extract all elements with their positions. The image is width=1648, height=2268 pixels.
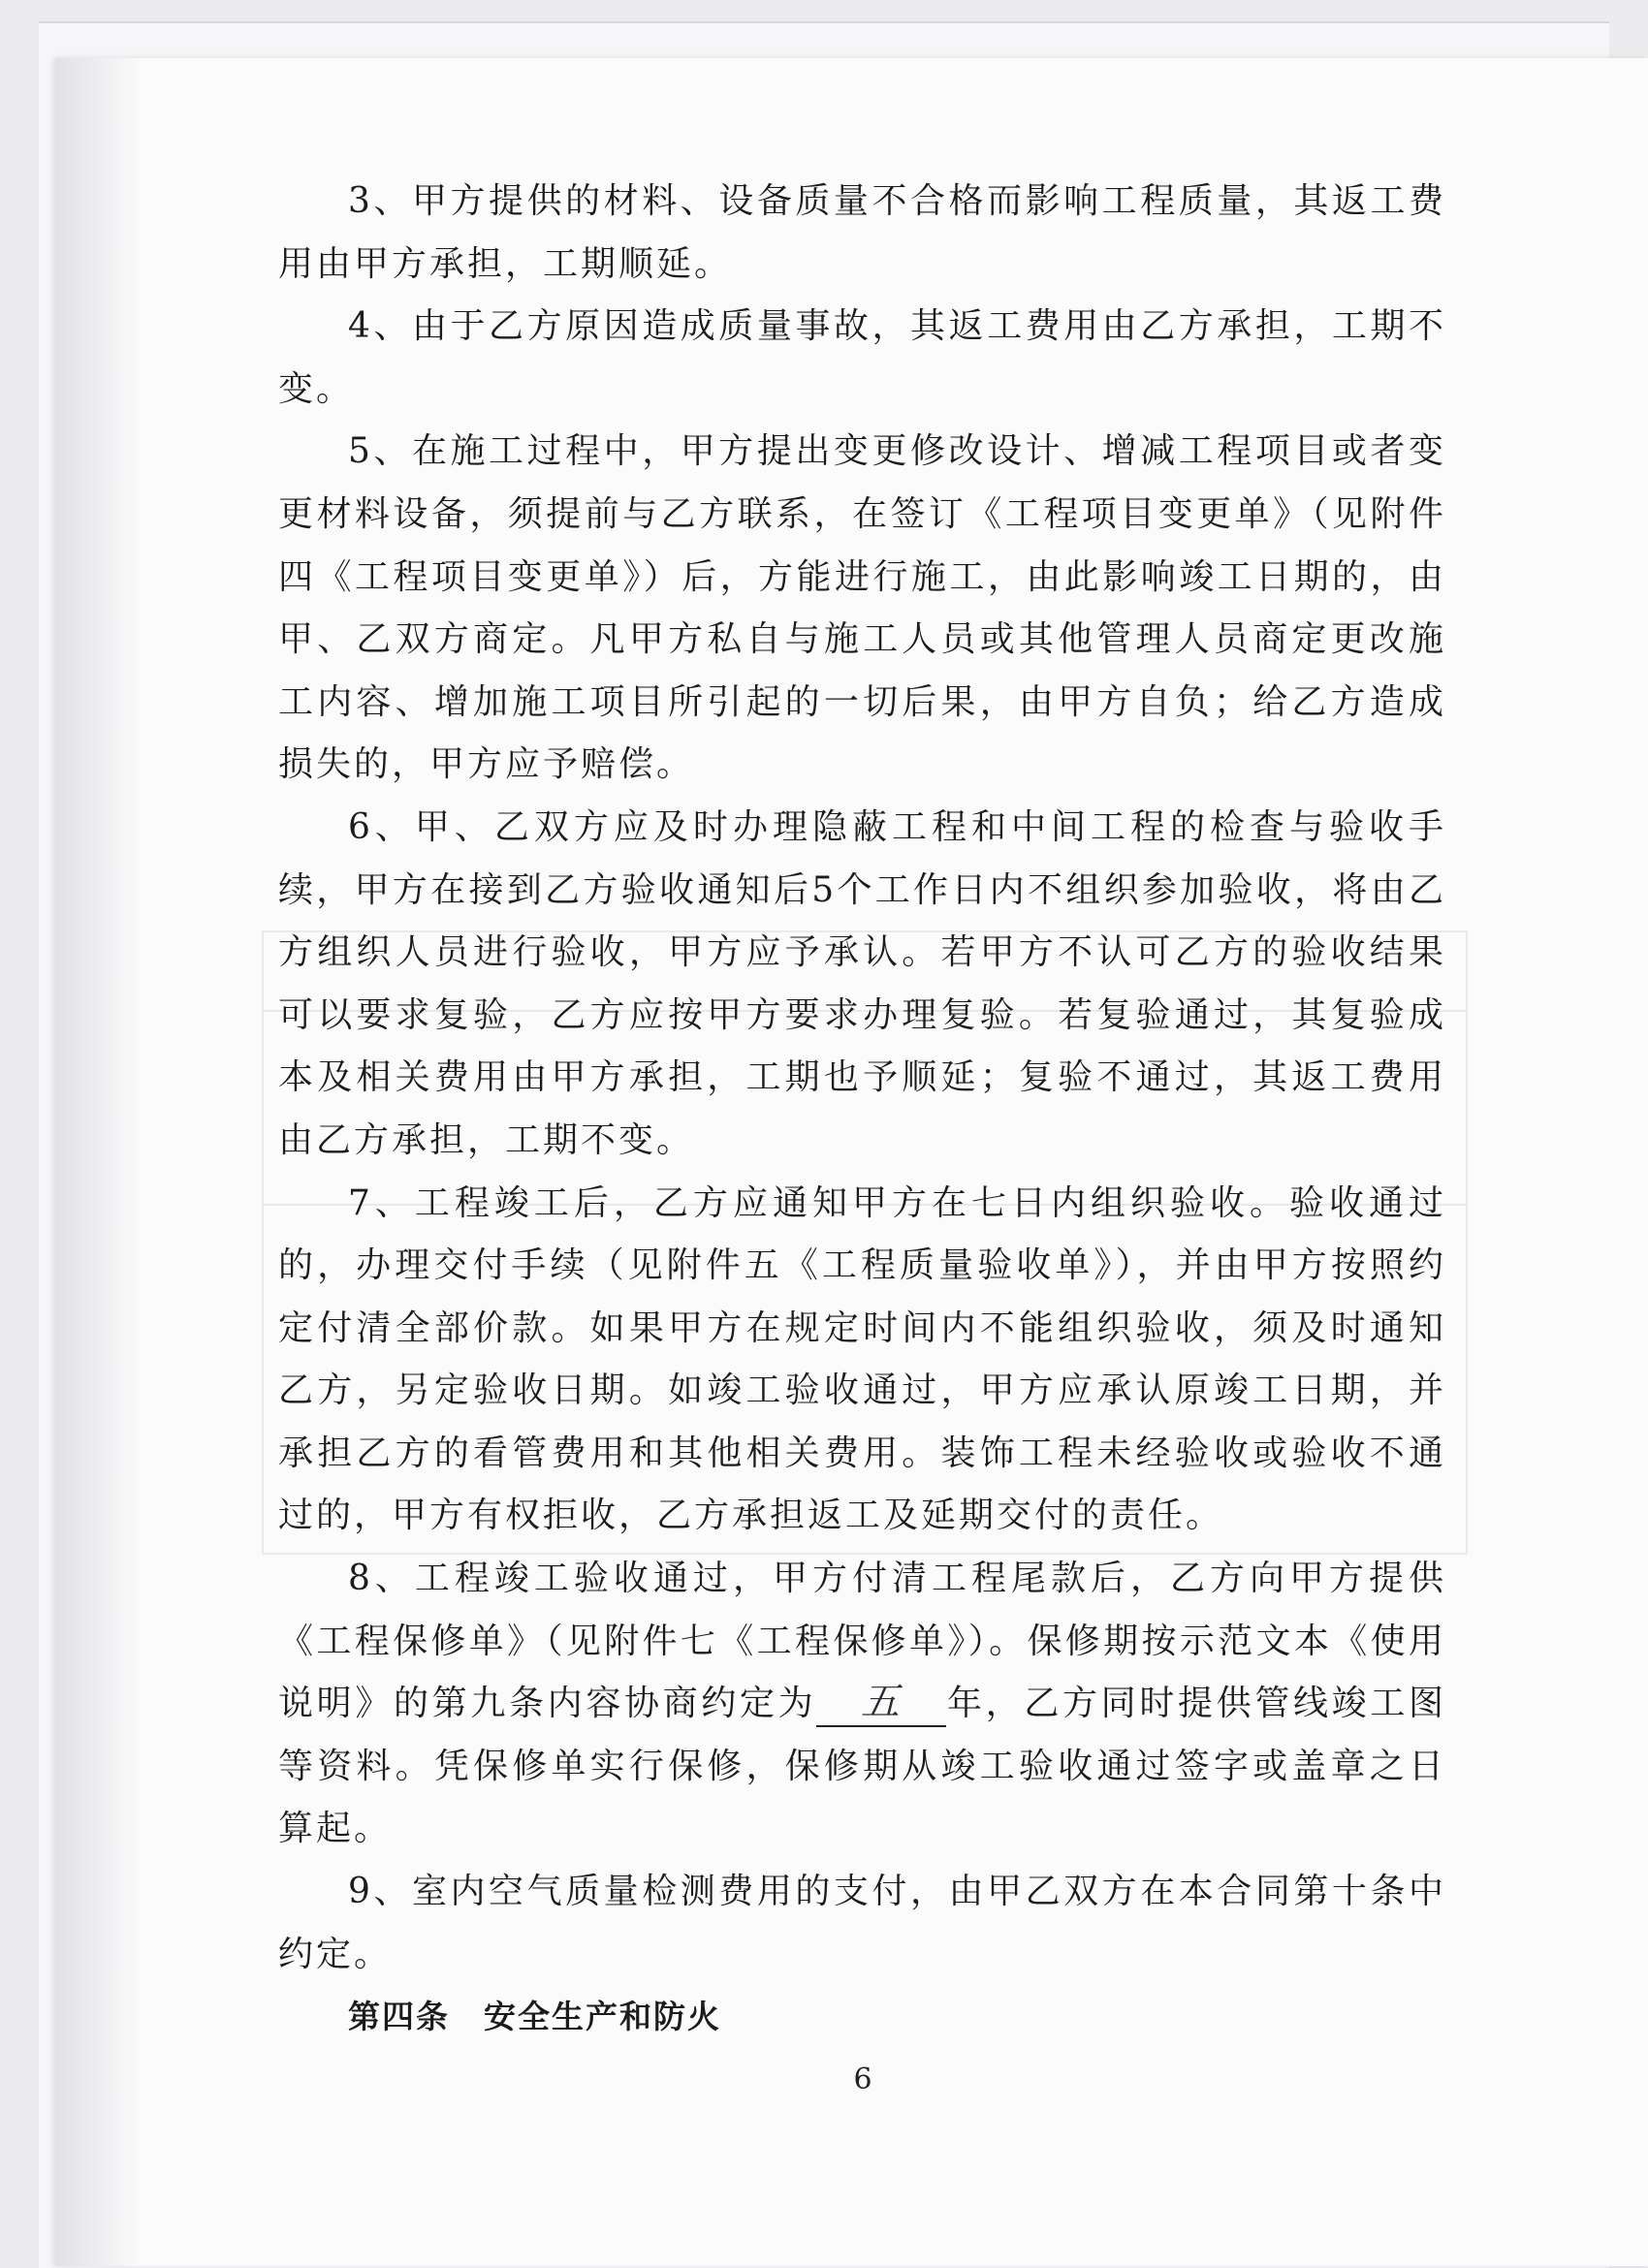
contract-text	[278, 171, 1446, 2049]
clause-7: 7、工程竣工后，乙方应通知甲方在七日内组织验收。验收通过的，办理交付手续（见附件五《工程质量验收单》），并由甲方按照约定付清全部价款。如果甲方在规定时间内不能组织验收，须及时通知乙方，另定验收日期。如竣工验收通过，甲方应承认原竣工日期，并承担乙方的看管费用和其他相关费用。装饰工程未经验收或验收不通过的，甲方有权拒收，乙方承担返工及延期交付的责任。	[278, 1182, 1446, 1536]
clause-8	[278, 1548, 1446, 1861]
clause-4: 4、由于乙方原因造成质量事故，其返工费用由乙方承担，工期不变。	[278, 306, 1446, 409]
page-number: 6	[853, 2063, 872, 2096]
clause-5: 5、在施工过程中，甲方提出变更修改设计、增减工程项目或者变更材料设备，须提前与乙方联系，在签订《工程项目变更单》（见附件四《工程项目变更单》）后，方能进行施工，由此影响竣工日期的，由甲、乙双方商定。凡甲方私自与施工人员或其他管理人员商定更改施工内容、增加施工项目所引起的一切后果，由甲方自负；给乙方造成损失的，甲方应予赔偿。	[278, 431, 1446, 785]
clause-3: 3、甲方提供的材料、设备质量不合格而影响工程质量，其返工费用由甲方承担，工期顺延。	[278, 181, 1446, 284]
clause-8-before: 8、工程竣工验收通过，甲方付清工程尾款后，乙方向甲方提供《工程保修单》（见附件七《工程保修单》）。保修期按示范文本《使用说明》的第九条内容协商约定为	[278, 1559, 1446, 1724]
section-heading: 第四条 安全生产和防火	[348, 1998, 721, 2036]
clause-8-after: 年，乙方同时提供管线竣工图等资料。凭保修单实行保修，保修期从竣工验收通过签字或盖章之日算起。	[278, 1684, 1446, 1849]
fold-shadow	[56, 58, 143, 2266]
warranty-years-blank	[816, 1681, 946, 1727]
clause-6: 6、甲、乙双方应及时办理隐蔽工程和中间工程的检查与验收手续，甲方在接到乙方验收通知后5个工作日内不组织参加验收，将由乙方组织人员进行验收，甲方应予承认。若甲方不认可乙方的验收结果可以要求复验，乙方应按甲方要求办理复验。若复验通过，其复验成本及相关费用由甲方承担，工期也予顺延；复验不通过，其返工费用由乙方承担，工期不变。	[278, 806, 1446, 1160]
clause-9: 9、室内空气质量检测费用的支付，由甲乙双方在本合同第十条中约定。	[278, 1872, 1446, 1974]
warranty-years-handwritten: 五	[860, 1680, 903, 1725]
